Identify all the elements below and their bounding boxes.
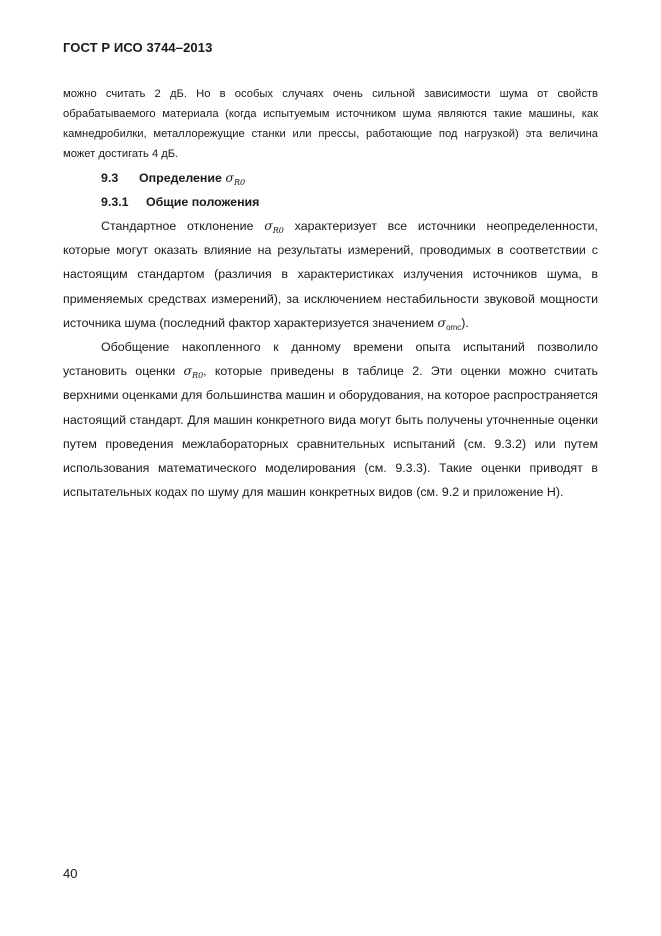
section-9-3-1-heading <box>63 190 598 214</box>
document-body <box>63 84 598 504</box>
std-deviation-text-1: Стандартное отклонение <box>101 219 254 233</box>
sigma-r0-symbol: $\sigma_{R0}$ <box>264 218 284 235</box>
section-9-3-number: 9.3 <box>101 171 119 185</box>
sigma-r0-symbol: $\sigma_{R0}$ <box>225 170 246 187</box>
summary-text-1: Обобщение накопленного к данному времени опыта испытаний позволило установить оценки <box>63 340 598 379</box>
section-9-3-1-number: 9.3.1 <box>101 195 129 209</box>
sigma-r0-symbol: $\sigma_{R0}$ <box>183 363 204 381</box>
section-9-3-heading <box>63 166 598 190</box>
page-number: 40 <box>63 866 78 881</box>
std-deviation-text-2: характеризует все источники неопределенности, которые могут оказать влияние на результаты измерений, проводимых в соответствии с настоящим стандартом (различия в характеристиках излучения источников шума, в применяемых средствах измерений), за исключением нестабильности звуковой мощности источника шума (последний фактор характеризуется значением <box>63 219 598 330</box>
section-9-3-1-title: Общие положения <box>146 195 260 209</box>
summary-text-2: , которые приведены в таблице 2. Эти оценки можно считать верхними оценками для большинства машин и оборудования, на которое распространяется настоящий стандарт. Для машин конкретного вида могут быть получены уточненные оценки путем проведения межлабораторных сравнительных испытаний (см. 9.3.2) или путем использования математического моделирования (см. 9.3.3). Такие оценки приводят в испытательных кодах по шуму для машин конкретных видов (см. 9.2 и приложение Н). <box>63 364 598 500</box>
sigma-omc-symbol: $\sigma_{omc}$ <box>437 314 462 332</box>
document-header: ГОСТ Р ИСО 3744–2013 <box>63 40 213 55</box>
std-deviation-paragraph <box>63 214 598 335</box>
section-9-3-title: Определение <box>139 171 222 185</box>
std-deviation-text-3: ). <box>461 315 469 330</box>
intro-paragraph: можно считать 2 дБ. Но в особых случаях очень сильной зависимости шума от свойств обрабатываемого материала (когда испытуемым источником шума являются такие машины, как камнедробилки, металлорежущие станки или прессы, работающие под нагрузкой) эта величина может достигать 4 дБ. <box>63 88 598 160</box>
summary-paragraph <box>63 335 598 504</box>
